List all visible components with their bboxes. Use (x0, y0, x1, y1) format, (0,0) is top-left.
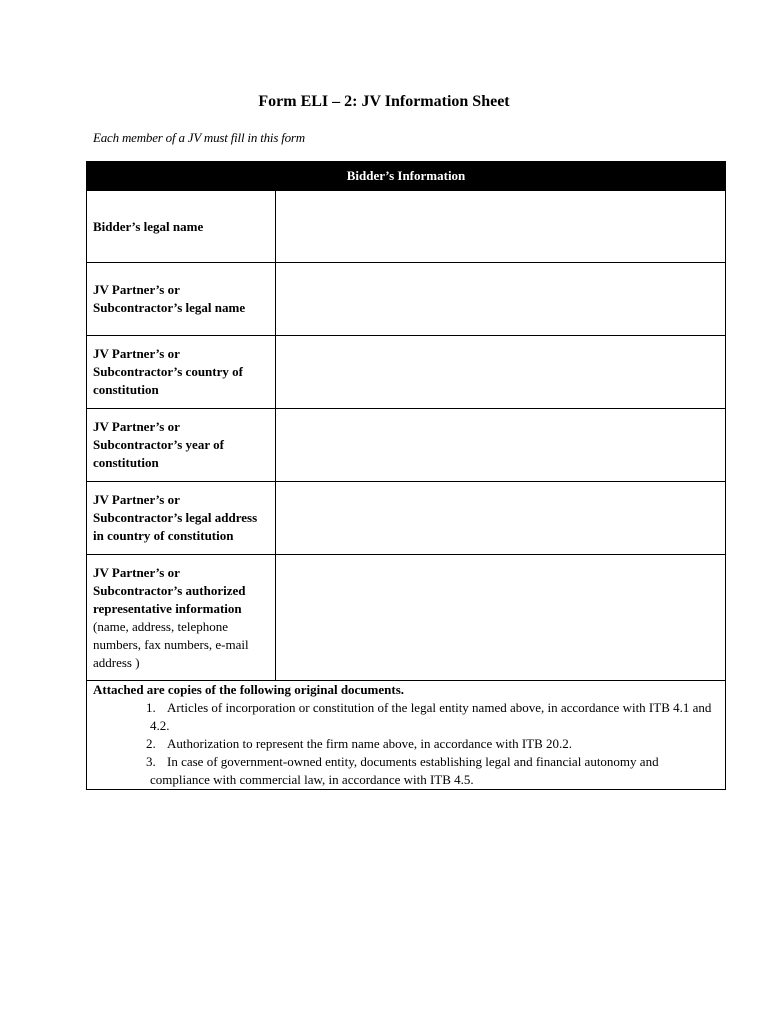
table-row (87, 263, 726, 336)
attachments-cell (87, 681, 726, 790)
attachments-list (93, 699, 719, 789)
jv-information-table (86, 161, 726, 790)
partner-address-field[interactable] (276, 482, 726, 555)
list-item-text: Articles of incorporation or constitution of the legal entity named above, in accordance with ITB 4.1 and 4.2. (150, 700, 712, 733)
list-item (93, 753, 719, 789)
list-number: 1. (146, 700, 156, 715)
row-label-note: (name, address, telephone numbers, fax numbers, e-mail address ) (93, 618, 249, 670)
row-label: JV Partner’s or Subcontractor’s legal name (87, 263, 276, 336)
list-number: 2. (146, 736, 156, 751)
table-row (87, 555, 726, 681)
list-item-text: In case of government-owned entity, documents establishing legal and financial autonomy and compliance with commercial law, in accordance with ITB 4.5. (150, 754, 659, 787)
bidder-legal-name-field[interactable] (276, 191, 726, 263)
partner-representative-field[interactable] (276, 555, 726, 681)
table-row (87, 409, 726, 482)
row-label: JV Partner’s or Subcontractor’s legal address in country of constitution (87, 482, 276, 555)
list-item (93, 735, 719, 753)
list-item (93, 699, 719, 735)
partner-country-field[interactable] (276, 336, 726, 409)
partner-legal-name-field[interactable] (276, 263, 726, 336)
attachments-heading: Attached are copies of the following original documents. (93, 682, 405, 697)
table-row (87, 482, 726, 555)
partner-year-field[interactable] (276, 409, 726, 482)
list-item-text: Authorization to represent the firm name above, in accordance with ITB 20.2. (167, 736, 573, 751)
row-label: JV Partner’s or Subcontractor’s year of constitution (87, 409, 276, 482)
row-label-text: JV Partner’s or Subcontractor’s authorized representative information (93, 564, 246, 616)
form-title: Form ELI – 2: JV Information Sheet (258, 93, 510, 110)
table-row (87, 191, 726, 263)
row-label: Bidder’s legal name (87, 191, 276, 263)
form-instruction: Each member of a JV must fill in this form (93, 130, 305, 145)
attachments-row (87, 681, 726, 790)
row-label (87, 555, 276, 681)
row-label: JV Partner’s or Subcontractor’s country of constitution (87, 336, 276, 409)
table-header: Bidder’s Information (87, 162, 726, 191)
list-number: 3. (146, 754, 156, 769)
table-row (87, 336, 726, 409)
